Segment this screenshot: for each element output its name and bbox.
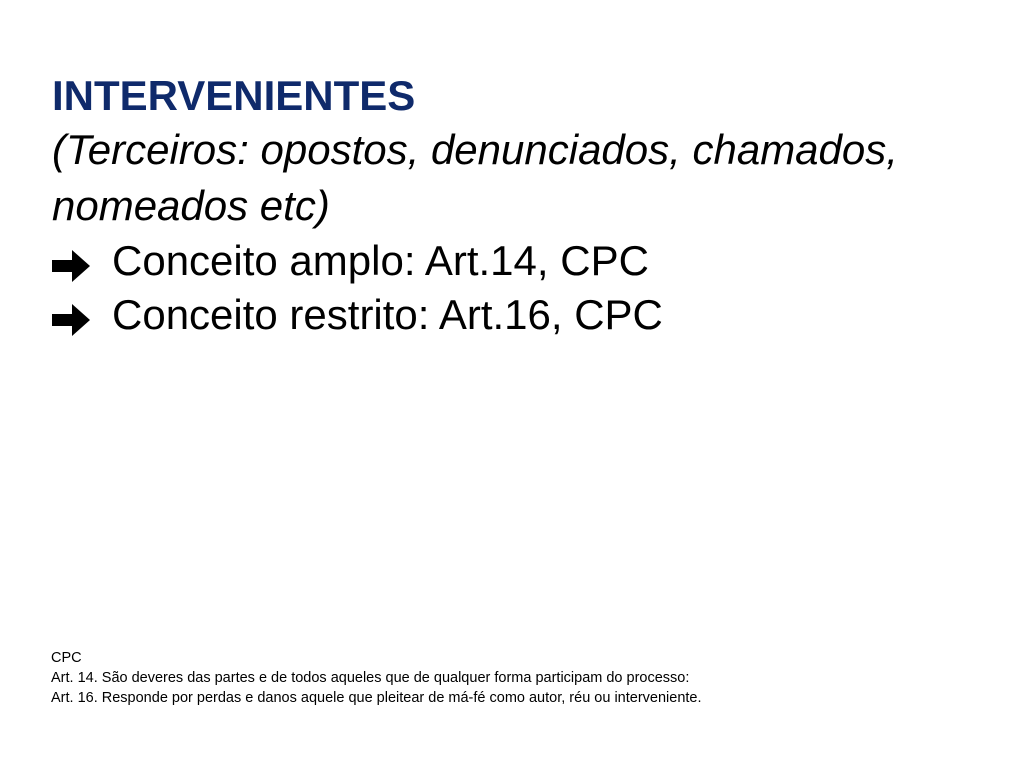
slide-subtitle-line-2: nomeados etc) [52,182,330,229]
arrow-right-icon [52,243,92,279]
bullet-text: Conceito amplo: Art.14, CPC [112,237,649,284]
footer-notes [51,648,1001,708]
bullet-text: Conceito restrito: Art.16, CPC [112,291,663,338]
bullet-conceito-amplo [52,234,1002,288]
footer-art-16: Art. 16. Responde por perdas e danos aquele que pleitear de má-fé como autor, réu ou interveniente. [51,690,702,706]
footer-art-14: Art. 14. São deveres das partes e de todos aqueles que de qualquer forma participam do processo: [51,670,690,686]
bullet-conceito-restrito [52,288,1002,342]
slide-subtitle-line-1: (Terceiros: opostos, denunciados, chamados, [52,126,898,173]
arrow-right-icon [52,297,92,333]
footer-heading: CPC [51,650,82,666]
slide-content [52,70,1002,342]
slide-title: INTERVENIENTES [52,72,416,119]
